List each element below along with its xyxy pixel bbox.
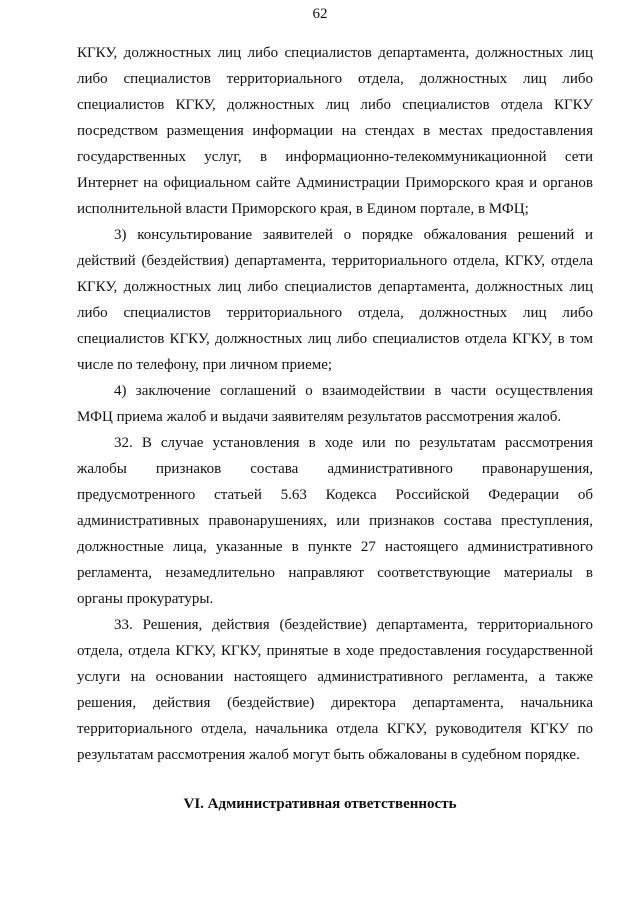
section-heading: VI. Административная ответственность — [183, 796, 457, 812]
paragraph-continuation: КГКУ, должностных лиц либо специалистов департамента, должностных лиц либо специалистов территориального отдела, должностных лиц либо специалистов КГКУ, должностных лиц либо специалистов отдела КГКУ посредством размещения информации на стендах в местах предоставления государственных услуг, в информационно-телекоммуникационной сети Интернет на официальном сайте Администрации Приморского края и органов исполнительной власти Приморского края, в Едином портале, в МФЦ; — [77, 45, 593, 217]
paragraph-clause-32: 32. В случае установления в ходе или по результатам рассмотрения жалобы признаков состава административного правонарушения, предусмотренного статьей 5.63 Кодекса Российской Федерации об административных правонарушениях, или признаков состава преступления, должностные лица, указанные в пункте 27 настоящего административного регламента, незамедлительно направляют соответствующие материалы в органы прокуратуры. — [77, 435, 593, 607]
document-body — [77, 40, 593, 768]
paragraph-clause-33: 33. Решения, действия (бездействие) департамента, территориального отдела, отдела КГКУ, КГКУ, принятые в ходе предоставления государственной услуги на основании настоящего административного регламента, а также решения, действия (бездействие) директора департамента, начальника территориального отдела, начальника отдела КГКУ, руководителя КГКУ по результатам рассмотрения жалоб могут быть обжалованы в судебном порядке. — [77, 617, 593, 763]
page-number: 62 — [312, 6, 328, 22]
paragraph-item-4: 4) заключение соглашений о взаимодействии в части осуществления МФЦ приема жалоб и выдачи заявителям результатов рассмотрения жалоб. — [77, 383, 593, 425]
paragraph-item-3: 3) консультирование заявителей о порядке обжалования решений и действий (бездействия) департамента, территориального отдела, КГКУ, отдела КГКУ, должностных лиц либо специалистов департамента, должностных лиц либо специалистов территориального отдела, должностных лиц либо специалистов КГКУ, должностных лиц либо специалистов отдела КГКУ, в том числе по телефону, при личном приеме; — [77, 227, 593, 373]
